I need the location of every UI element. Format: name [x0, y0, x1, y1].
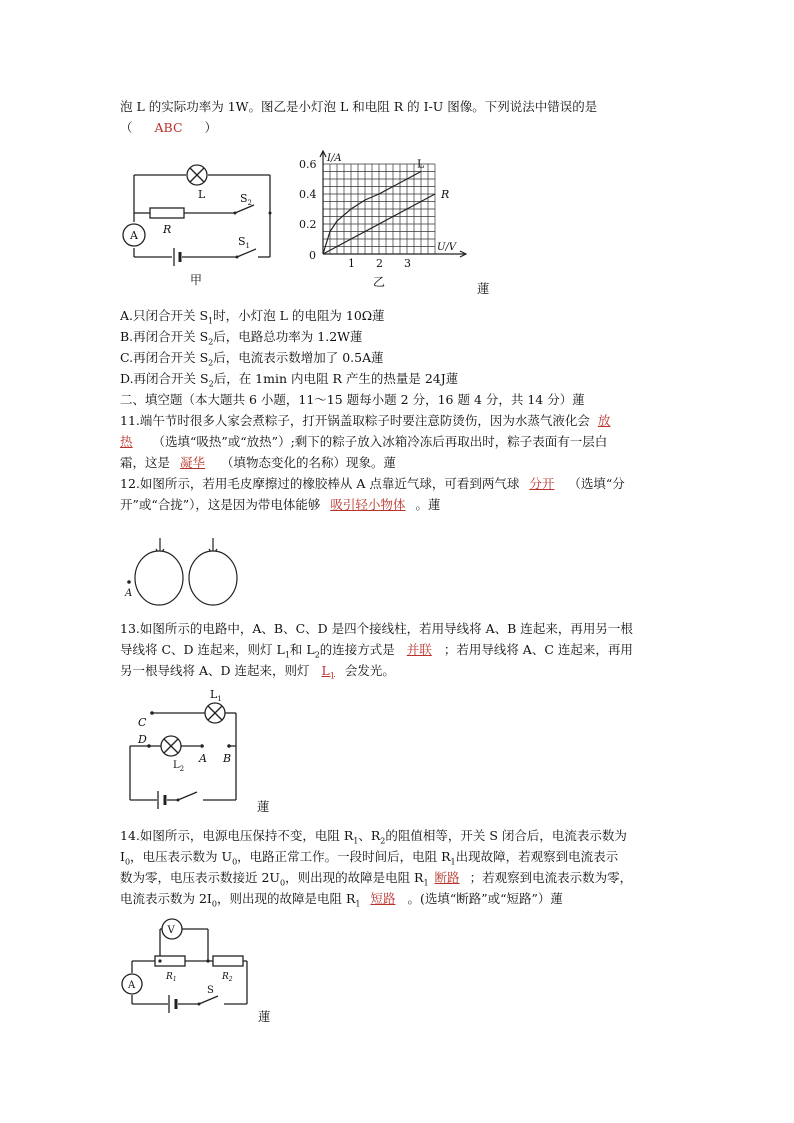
q12-line2: 开”或“合拢”），这是因为带电体能够 吸引轻小物体 。蓮 — [120, 497, 441, 512]
q11-line2: 热 （选填“吸热”或“放热”）;剩下的粽子放入冰箱冷冻后再取出时，粽子表面有一层白 — [120, 434, 608, 449]
q14-line1: 14.如图所示，电源电压保持不变，电阻 $R_1$、$R_2$的阻值相等，开关 S 闭合后，电流表示数为 — [120, 828, 627, 846]
q10-option-d[interactable]: D.再闭合开关 $S_2$后，在 1min 内电阻 R 产生的热量是 24J蓮 — [120, 371, 459, 389]
q11-line3: 霜，这是 凝华 （填物态变化的名称）现象。蓮 — [120, 455, 397, 470]
y-tick-label: 0.6 — [299, 158, 317, 171]
q13-answer1: 并联 — [406, 642, 432, 657]
q11-line1: 11.端午节时很多人家会煮粽子，打开锅盖取粽子时要注意防烫伤，因为水蒸气液化会 放 — [120, 413, 611, 428]
resistor-r1-label: $R_1$ — [166, 972, 177, 983]
battery-icon — [158, 791, 165, 809]
balloon-left — [135, 551, 183, 605]
x-tick-label: 1 — [348, 257, 355, 270]
q10-answer-line: （ ABC ） — [120, 120, 218, 135]
series-label-r: R — [441, 188, 450, 201]
q13-answer2: $L_1$ — [321, 663, 335, 681]
figure-yi-caption: 乙 — [373, 275, 386, 289]
battery-icon — [174, 248, 180, 266]
switch-s2-icon — [234, 205, 272, 215]
y-tick-label: 0.4 — [299, 188, 317, 201]
lamp-l2-label: $L_2$ — [173, 760, 185, 773]
battery-icon — [169, 995, 176, 1013]
point-a-label: A — [125, 588, 133, 599]
resistor-r2-label: $R_2$ — [222, 972, 233, 983]
q11-answer2: 凝华 — [180, 455, 206, 470]
ammeter-icon — [123, 224, 145, 246]
balloons-figure — [120, 538, 250, 613]
ammeter-icon — [122, 974, 142, 994]
q14-fig-mark: 蓮 — [258, 1009, 271, 1024]
q14-line3: 数为零，电压表示数接近 $2U_0$，则出现的故障是电阻 $R_1$ 断路 ；若观察到电流表示数为零， — [120, 870, 633, 888]
q13-line3: 另一根导线将 A、D 连起来，则灯 $L_1$ 会发光。 — [120, 663, 395, 681]
lamp-l1-icon — [205, 703, 225, 723]
resistor-r2-icon — [213, 956, 243, 966]
iu-chart — [295, 150, 475, 290]
switch-s-label: S — [207, 985, 214, 996]
origin-label: 0 — [309, 249, 316, 262]
q10-fig-mark: 蓮 — [477, 281, 490, 296]
svg-text:A: A — [130, 229, 138, 242]
q12-line1: 12.如图所示，若用毛皮摩擦过的橡胶棒从 A 点靠近气球，可看到两气球 分开 （选填“分 — [120, 476, 625, 491]
switch-s1-label: $S_1$ — [238, 235, 251, 250]
lamp-l-icon — [187, 165, 207, 185]
q10-option-a[interactable]: A.只闭合开关 $S_1$时，小灯泡 L 的电阻为 10Ω蓮 — [120, 308, 385, 326]
voltmeter-icon — [162, 919, 182, 939]
q11-answer1: 放 — [597, 413, 611, 428]
circuit-q13 — [125, 684, 265, 804]
circuit-jia — [122, 158, 282, 288]
q12-answer1: 分开 — [529, 476, 555, 491]
q10-option-b[interactable]: B.再闭合开关 $S_2$后，电路总功率为 1.2W蓮 — [120, 329, 363, 347]
lamp-l2-icon — [161, 736, 181, 756]
y-tick-label: 0.2 — [299, 218, 317, 231]
q10-stem-line1: 泡 L 的实际功率为 1W。图乙是小灯泡 L 和电阻 R 的 I-U 图像。下列说法中错误的是 — [120, 99, 598, 114]
lamp-l-label: L — [198, 188, 206, 201]
series-label-l: L — [417, 157, 425, 171]
balloon-right — [189, 551, 237, 605]
x-tick-label: 2 — [376, 257, 383, 270]
q13-line2: 导线将 C、D 连起来，则灯 $L_1$和 $L_2$的连接方式是 并联 ；若用导线将 A、C 连起来，再用 — [120, 642, 633, 660]
q14-answer2: 短路 — [370, 891, 396, 906]
section2-heading: 二、填空题（本大题共 6 小题，11～15 题每小题 2 分，16 题 4 分，共 14 分）蓮 — [120, 392, 585, 407]
terminal-b-label: B — [223, 752, 232, 765]
svg-text:A: A — [128, 980, 136, 991]
terminal-a-label: A — [199, 752, 207, 765]
switch-s-icon — [198, 996, 219, 1006]
resistor-r-icon — [150, 208, 184, 218]
terminal-d-label: D — [138, 733, 147, 746]
resistor-r-label: R — [163, 223, 172, 236]
x-tick-label: 3 — [404, 257, 411, 270]
switch-s2-label: $S_2$ — [240, 192, 253, 207]
svg-text:V: V — [167, 925, 175, 936]
figure-jia-caption: 甲 — [190, 273, 203, 287]
q12-answer2: 吸引轻小物体 — [330, 497, 406, 512]
y-axis-label: I/A — [327, 153, 342, 164]
terminal-c-label: C — [138, 716, 147, 729]
q10-option-c[interactable]: C.再闭合开关 $S_2$后，电流表示数增加了 0.5A蓮 — [120, 350, 384, 368]
lamp-l1-label: $L_1$ — [210, 688, 222, 703]
q14-answer1: 断路 — [434, 870, 460, 885]
x-axis-label: U/V — [437, 242, 457, 253]
q14-line4: 电流表示数为 $2I_0$，则出现的故障是电阻 $R_1$ 短路 。(选填“断路”或“短路”）蓮 — [120, 891, 563, 909]
switch-s1-icon — [236, 249, 257, 259]
q13-fig-mark: 蓮 — [257, 799, 270, 814]
q13-line1: 13.如图所示的电路中，A、B、C、D 是四个接线柱，若用导线将 A、B 连起来，再用另一根 — [120, 621, 633, 636]
q14-line2: $I_0$，电压表示数为 $U_0$，电路正常工作。一段时间后，电阻 $R_1$出现故障，若观察到电流表示 — [120, 849, 619, 867]
switch-icon — [177, 792, 198, 802]
circuit-q14 — [120, 920, 260, 1020]
q10-answer: ABC — [154, 120, 183, 135]
